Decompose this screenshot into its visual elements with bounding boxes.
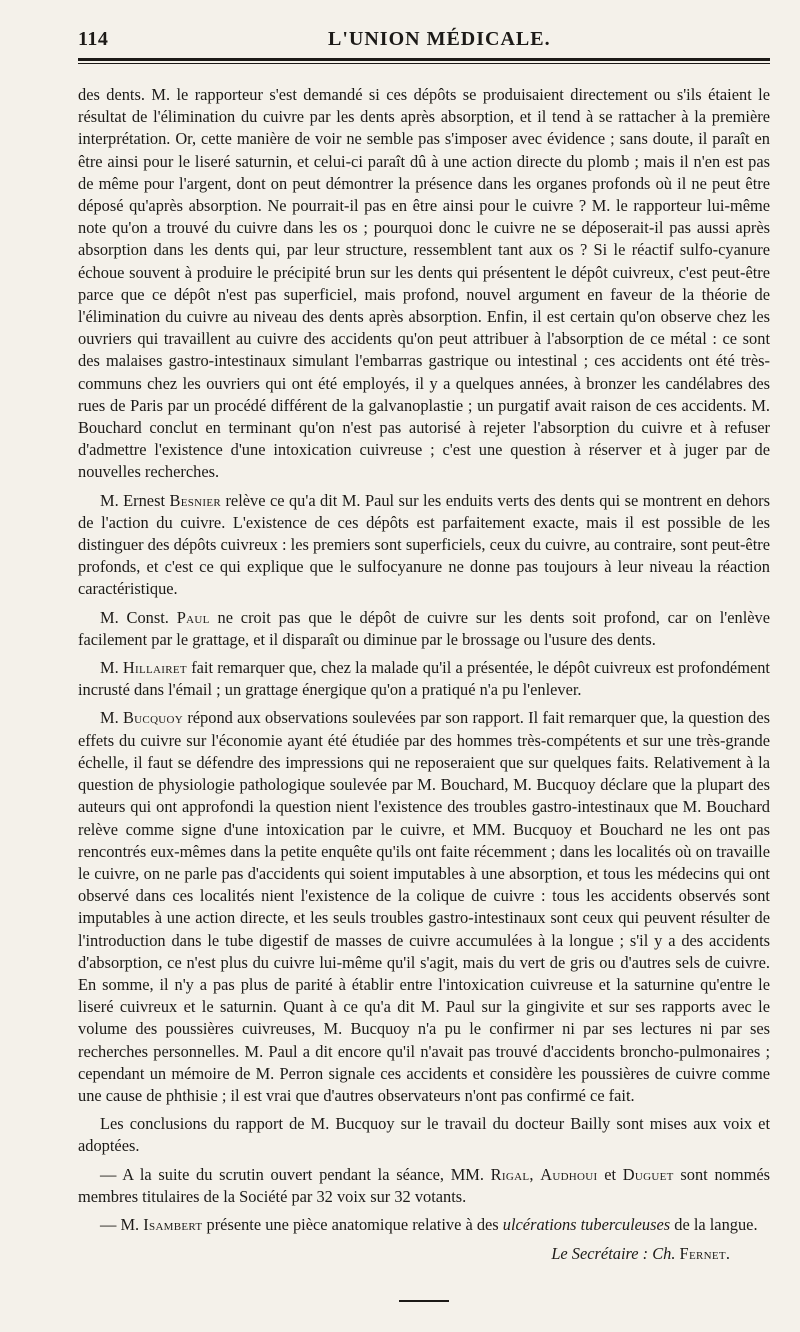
speaker-name: Besnier — [169, 490, 222, 510]
paragraph-isambert — [78, 1214, 770, 1236]
journal-title: L'UNION MÉDICALE. — [328, 28, 551, 50]
italic-term: ulcérations tuberculeuses — [502, 1214, 671, 1234]
paragraph-text: sont nommés membres titulaires de la Société par 32 voix sur 32 votants. — [78, 1164, 770, 1206]
speaker-prefix: M. — [100, 658, 123, 678]
paragraph-text: répond aux observations soulevées par son rapport. Il fait remarquer que, la question des effets du cuivre sur l'économie ayant été étudiée par des hommes très-compétents et sur une très-grande échelle, il faut se défendre des impressions qui ne reposeraient que sur quelques faits. Relativement à la question de physiologie pathologique soulevée par M. Bouchard, M. Bucquoy déclare que la plupart des auteurs qui ont approfondi la question nient l'existence des troubles gastro-intestinaux que M. Bouchard relève comme signe d'une intoxication par le cuivre, et MM. Bucquoy et Bouchard ne les ont pas rencontrés eux-mêmes dans la petite enquête qu'ils ont faite récemment ; dans les localités où on travaille le cuivre, on ne parle pas d'accidents qui soient imputables à une absorption, et tous les médecins qui ont observé dans ces localités nient l'existence de la colique de cuivre : tous les accidents observés sont imputables à une action directe, et les seuls troubles gastro-intestinaux sont ceux qui peuvent résulter de l'introduction dans le tube digestif de masses de cuivre accumulées à la longue ; s'il y a des accidents d'absorption, ce n'est plus du cuivre lui-même qu'il s'agit, mais du vert de gris ou d'autres sels de cuivre. En somme, il n'y a pas plus de parité à établir entre l'intoxication cuivreuse et la saturnine qu'entre le liseré cuivreux et le saturnin. Quant à ce qu'a dit M. Paul sur la gingivite et sur ses rapports avec le volume des poussières cuivreuses, M. Bucquoy n'a pu le confirmer ni par ses lectures ni par ses recherches personnelles. M. Paul a dit encore qu'il n'avait pas trouvé d'accidents broncho-pulmonaires ; cependant un mémoire de M. Perron signale ces accidents et considère les poussières de cuivre comme une cause de phthisie ; il est vrai que d'autres observateurs n'ont pas confirmé ce fait. — [78, 708, 770, 1105]
member-name: Rigal — [490, 1164, 530, 1184]
paragraph-paul — [78, 607, 770, 651]
paragraph-text: relève ce qu'a dit M. Paul sur les enduits verts des dents qui se montrent en dehors de l'action du cuivre. L'existence de ces dépôts est parfaitement exacte, mais il est possible de les distinguer des dépôts cuivreux : les premiers sont superficiels, ceux du cuivre, au contraire, sont peut-être profonds, et c'est ce qui explique que le sulfocyanure ne donne pas toujours à leur niveau la réaction caractéristique. — [78, 490, 770, 599]
signature-name: Fernet — [679, 1244, 726, 1264]
paragraph-bouchard-remarks: des dents. M. le rapporteur s'est demandé si ces dépôts se produisaient directement ou s'ils étaient le résultat de l'élimination du cuivre par les dents après absorption, et il tend à se rattacher à la première interprétation. Or, cette manière de voir ne semble pas s'imposer avec évidence ; sans doute, il paraît en être ainsi pour le liseré saturnin, et celui-ci paraît dû à une action directe du plomb ; mais il n'en est pas de même pour l'argent, dont on peut démontrer la présence dans les organes profonds où il ne peut être déposé qu'après absorption. Ne pourrait-il pas en être ainsi pour le cuivre ? M. le rapporteur lui-même note qu'on a trouvé du cuivre dans les os ; pourquoi donc le cuivre ne se déposerait-il pas aussi après absorption dans les dents qui, par leur structure, ressemblent tant aux os ? Si le réactif sulfo-cyanure échoue souvent à produire le précipité brun sur les dents qui présentent le dépôt cuivreux, c'est peut-être parce que ce dépôt n'est pas superficiel, mais profond, nouvel argument en faveur de la théorie de l'élimination du cuivre au niveau des dents après absorption. Enfin, il est certain qu'on observe chez les ouvriers qui travaillent au cuivre des accidents qu'on peut attribuer à l'absorption de ce métal : ce sont des malaises gastro-intestinaux simulant l'embarras gastrique ou intestinal ; ces accidents ont été très-communs chez les ouvriers qui ont été employés, il y a quelques années, à bronzer les candélabres des rues de Paris par un procédé différent de la galvanoplastie ; un purgatif avait raison de ces accidents. M. Bouchard conclut en terminant qu'on n'est pas autorisé à rejeter l'absorption du cuivre et à refuser d'admettre l'existence d'une intoxication cuivreuse ; c'est une question à réserver et à juger par de nouvelles recherches. — [78, 85, 770, 482]
end-rule — [399, 1300, 449, 1302]
separator: , — [529, 1164, 541, 1184]
speaker-name: Hillairet — [122, 658, 187, 678]
speaker-prefix: M. Ernest — [100, 490, 170, 510]
header-rule — [78, 58, 770, 61]
paragraph-election — [78, 1164, 770, 1208]
header-rule-thin — [78, 63, 770, 64]
speaker-prefix: M. — [100, 708, 123, 728]
speaker-prefix: M. Const. — [100, 607, 177, 627]
running-head — [78, 20, 770, 60]
speaker-name: Paul — [176, 607, 210, 627]
paragraph-text: ne croit pas que le dépôt de cuivre sur les dents soit profond, car on l'enlève facilement par le grattage, et il disparaît ou diminue par le brossage ou l'usure des dents. — [78, 607, 770, 649]
signature-end: . — [725, 1244, 730, 1264]
separator: et — [597, 1164, 623, 1184]
paragraph-hillairet — [78, 657, 770, 701]
speaker-prefix: — M. — [100, 1214, 144, 1234]
signature-initial: Ch. — [652, 1244, 680, 1264]
paragraph-text: de la langue. — [670, 1214, 758, 1234]
paragraph-besnier — [78, 490, 770, 601]
member-name: Audhoui — [540, 1164, 598, 1184]
page-number: 114 — [78, 28, 109, 50]
signature-role: Le Secrétaire : — [551, 1244, 653, 1264]
speaker-name: Isambert — [143, 1214, 203, 1234]
paragraph-bucquoy — [78, 707, 770, 1107]
member-name: Duguet — [622, 1164, 674, 1184]
paragraph-conclusions: Les conclusions du rapport de M. Bucquoy sur le travail du docteur Bailly sont mises aux voix et adoptées. — [78, 1114, 770, 1156]
paragraph-text: présente une pièce anatomique relative à des — [202, 1214, 503, 1234]
speaker-name: Bucquoy — [122, 708, 184, 728]
article-body — [78, 84, 770, 1302]
paragraph-text: fait remarquer que, chez la malade qu'il a présentée, le dépôt cuivreux est profondément incrusté dans l'émail ; un grattage énergique qu'on a pratiqué n'a pu l'enlever. — [78, 658, 770, 700]
secretary-signature — [78, 1244, 770, 1264]
paragraph-text: — A la suite du scrutin ouvert pendant la séance, MM. — [100, 1164, 491, 1184]
